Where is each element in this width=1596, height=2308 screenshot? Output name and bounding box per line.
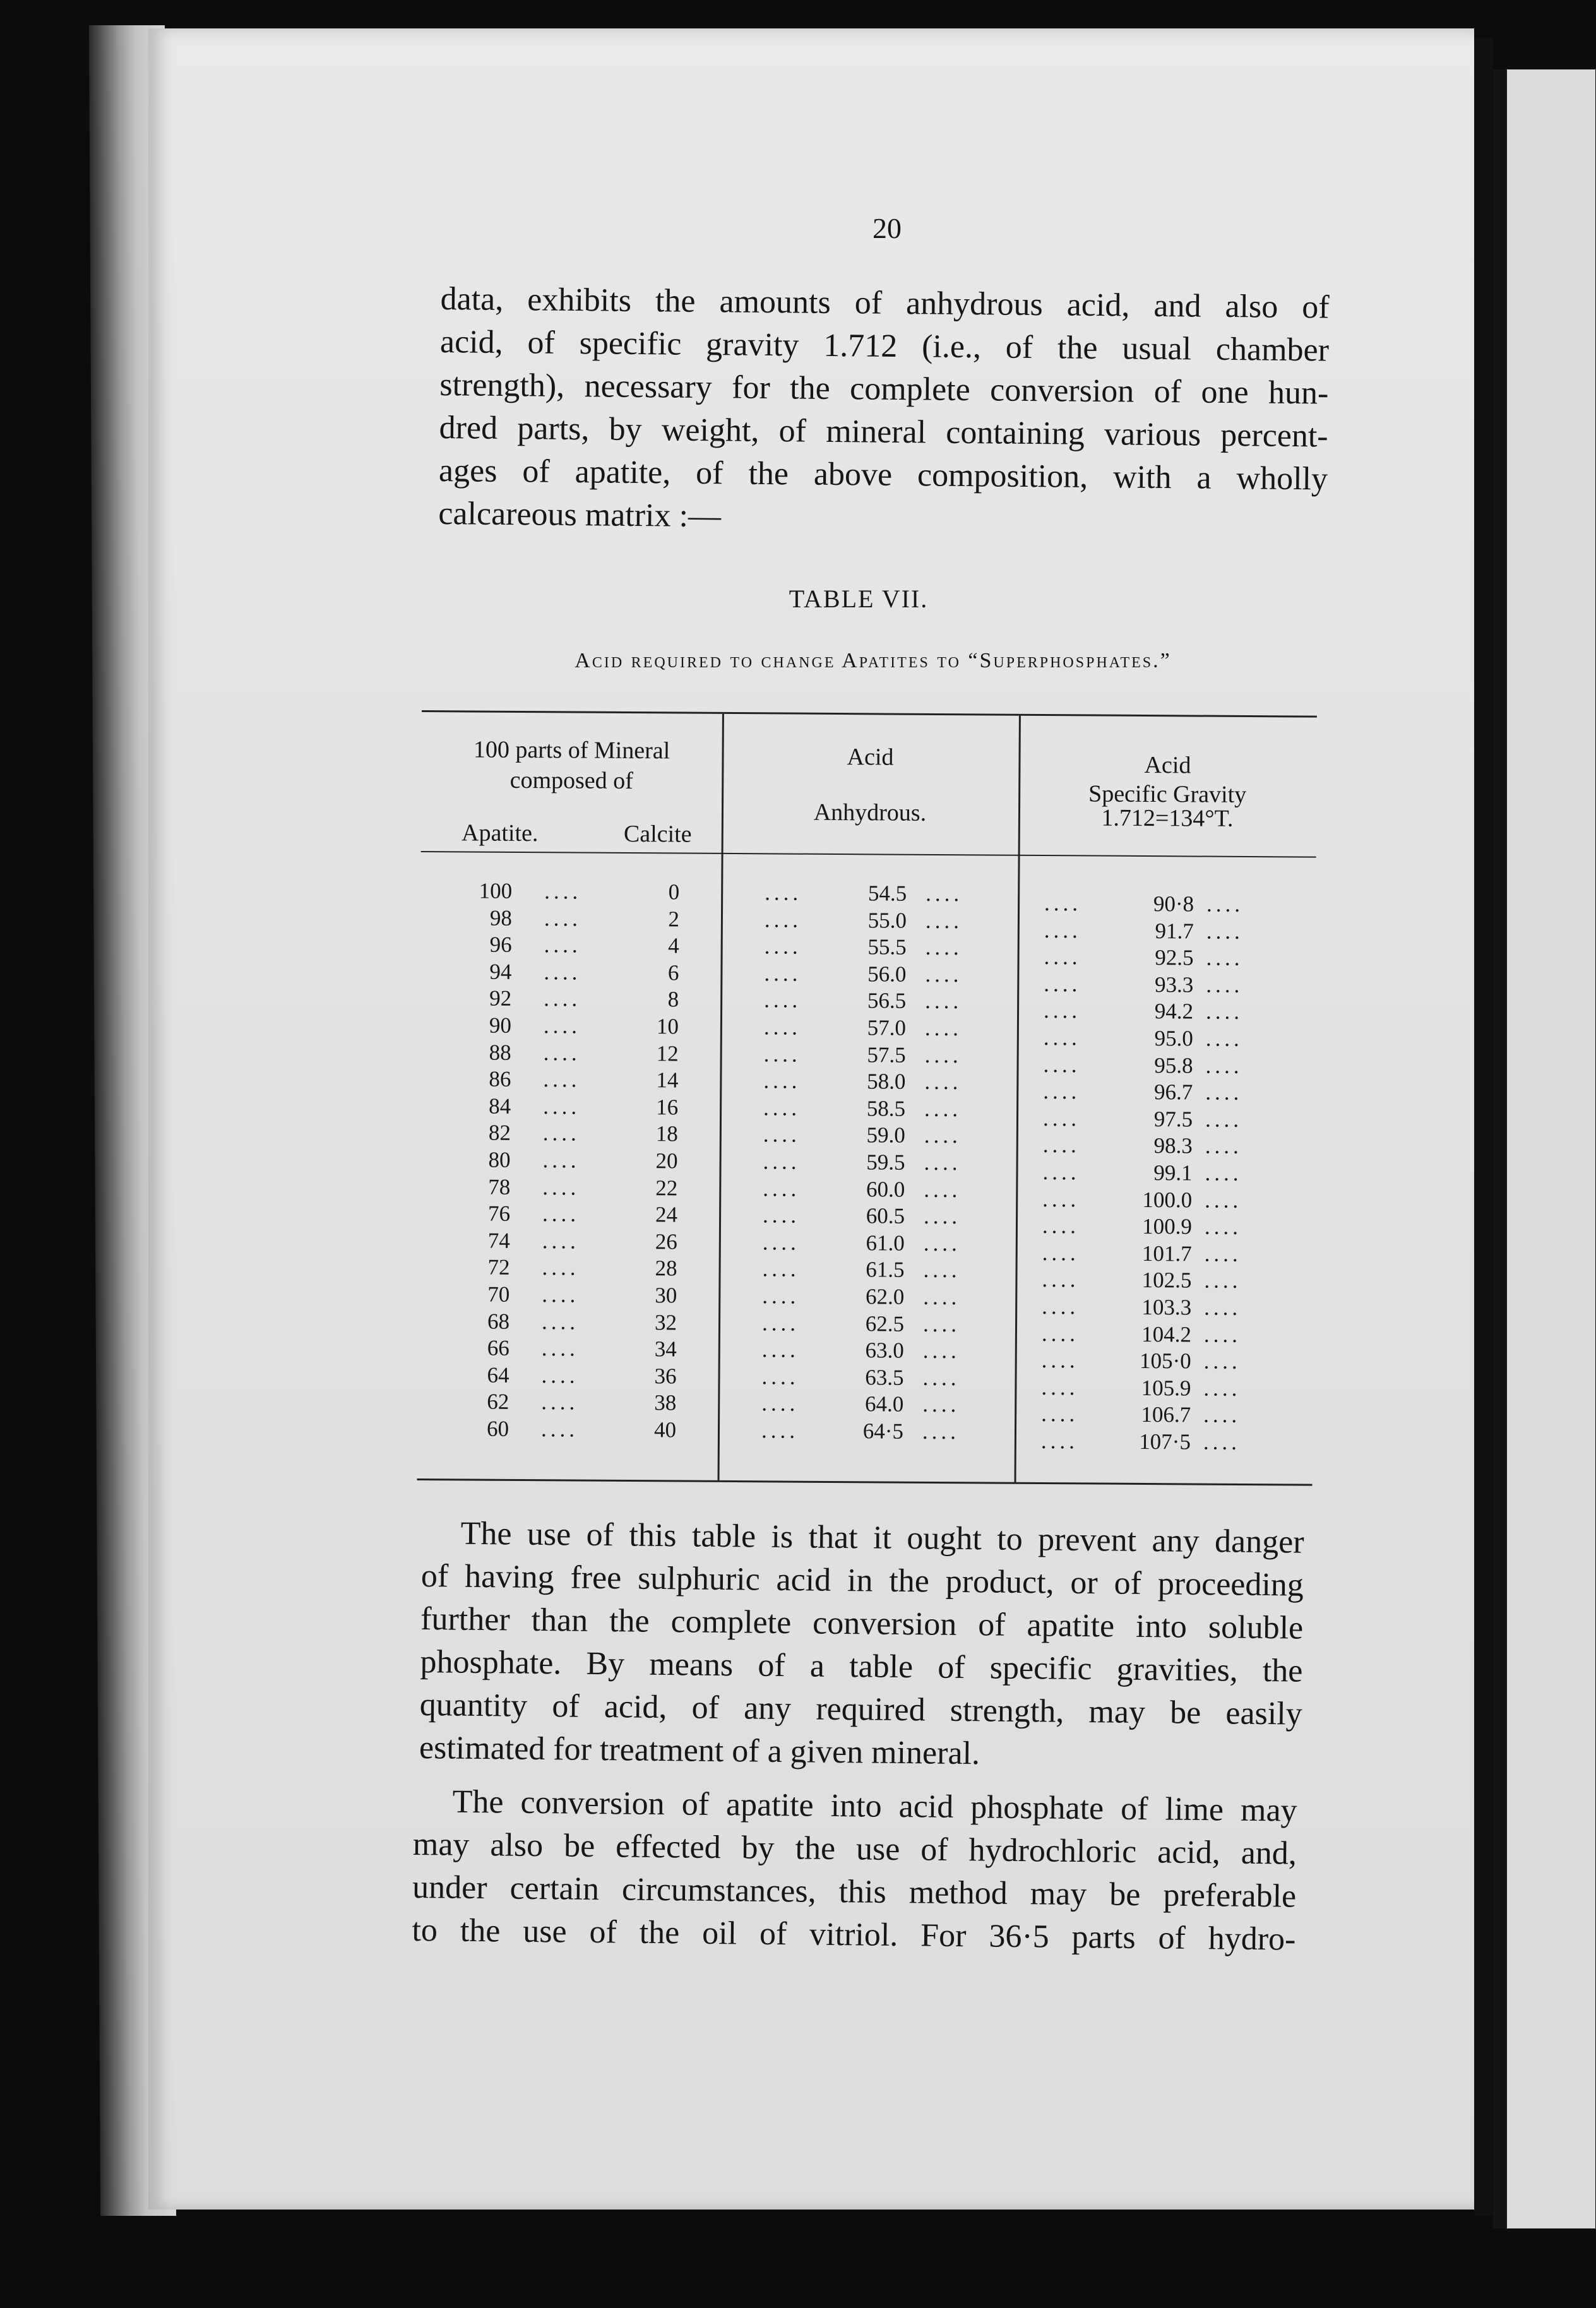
leader-dots: .... xyxy=(1203,1376,1241,1401)
text-line: The conversion of apatite into acid phosphate of lime may xyxy=(452,1783,1297,1829)
text-line: of having free sulphuric acid in the product, or of proceeding xyxy=(420,1557,1304,1603)
table-column-divider xyxy=(718,714,724,1480)
specific-gravity-cell: 100.9 xyxy=(1142,1214,1193,1239)
anhydrous-cell: 60.5 xyxy=(866,1203,905,1228)
apatite-cell: 84 xyxy=(489,1093,511,1119)
calcite-cell: 12 xyxy=(656,1040,679,1066)
leader-dots: .... xyxy=(1044,971,1081,997)
leader-dots: .... xyxy=(544,932,581,958)
calcite-cell: 26 xyxy=(655,1229,677,1254)
leader-dots: .... xyxy=(1204,1295,1242,1320)
leader-dots: .... xyxy=(542,1201,580,1227)
apatite-cell: 74 xyxy=(487,1228,510,1253)
leader-dots: .... xyxy=(923,1204,962,1229)
leader-dots: .... xyxy=(922,1419,960,1444)
leader-dots: .... xyxy=(1042,1240,1080,1266)
text-line: under certain circumstances, this method may be preferable xyxy=(412,1869,1297,1915)
apatite-cell: 76 xyxy=(487,1201,511,1227)
leader-dots: .... xyxy=(762,1230,800,1255)
text-line: The use of this table is that it ought to prevent any danger xyxy=(460,1515,1304,1561)
leader-dots: .... xyxy=(923,1230,961,1256)
leader-dots: .... xyxy=(1042,1186,1080,1211)
leader-dots: .... xyxy=(761,1418,799,1443)
leader-dots: .... xyxy=(765,880,802,905)
leader-dots: .... xyxy=(924,1150,962,1175)
leader-dots: .... xyxy=(924,1042,962,1068)
specific-gravity-cell: 105·0 xyxy=(1139,1348,1191,1374)
leader-dots: .... xyxy=(1204,1214,1242,1240)
calcite-cell: 22 xyxy=(655,1175,678,1201)
calcite-cell: 38 xyxy=(654,1390,677,1415)
leader-dots: .... xyxy=(1042,1213,1080,1239)
anhydrous-cell: 58.5 xyxy=(866,1096,906,1121)
leader-dots: .... xyxy=(1043,998,1081,1023)
leader-dots: .... xyxy=(1206,919,1244,944)
leader-dots: .... xyxy=(922,1392,960,1417)
header-anhydrous: Anhydrous. xyxy=(813,799,927,826)
leader-dots: .... xyxy=(544,959,581,985)
calcite-cell: 34 xyxy=(654,1336,677,1362)
apatite-cell: 94 xyxy=(489,959,512,984)
anhydrous-cell: 58.0 xyxy=(867,1069,906,1094)
leader-dots: .... xyxy=(1044,944,1081,970)
apatite-cell: 70 xyxy=(487,1282,510,1307)
anhydrous-cell: 63.0 xyxy=(865,1338,904,1363)
leader-dots: .... xyxy=(923,1258,961,1283)
usage-paragraph xyxy=(419,1512,1304,1779)
specific-gravity-cell: 95.8 xyxy=(1154,1052,1193,1078)
leader-dots: .... xyxy=(543,1093,581,1119)
anhydrous-cell: 61.5 xyxy=(866,1257,905,1283)
table-header-rule xyxy=(421,851,1316,858)
apatite-cell: 96 xyxy=(489,932,512,958)
specific-gravity-cell: 99.1 xyxy=(1153,1160,1193,1186)
text-line: phosphate. By means of a table of specific gravities, the xyxy=(420,1643,1303,1689)
leader-dots: .... xyxy=(1203,1348,1241,1374)
calcite-cell: 0 xyxy=(668,879,680,905)
text-line: ages of apatite, of the above composition, with a wholly xyxy=(438,452,1328,497)
specific-gravity-cell: 107·5 xyxy=(1139,1429,1191,1454)
anhydrous-cell: 55.0 xyxy=(867,907,907,933)
text-line: calcareous matrix :— xyxy=(438,495,722,535)
apatite-cell: 78 xyxy=(488,1174,511,1199)
leader-dots: .... xyxy=(1205,1107,1243,1132)
apatite-cell: 86 xyxy=(489,1066,511,1092)
table-caption: Acid required to change Apatites to “Superphosphates.” xyxy=(575,649,1172,672)
leader-dots: .... xyxy=(1043,1025,1081,1050)
leader-dots: .... xyxy=(1041,1374,1079,1400)
leader-dots: .... xyxy=(761,1337,799,1362)
leader-dots: .... xyxy=(1205,1187,1242,1213)
leader-dots: .... xyxy=(764,961,802,986)
conversion-paragraph xyxy=(412,1780,1297,1961)
leader-dots: .... xyxy=(1042,1133,1080,1158)
anhydrous-cell: 56.0 xyxy=(867,961,907,987)
header-sg-value: 1.712=134°T. xyxy=(1101,804,1234,832)
leader-dots: .... xyxy=(763,1175,801,1201)
leader-dots: .... xyxy=(1206,972,1244,997)
leader-dots: .... xyxy=(542,1174,580,1200)
anhydrous-cell: 62.0 xyxy=(865,1284,905,1309)
text-line: to the use of the oil of vitriol. For 36·5 parts of hydro- xyxy=(412,1912,1296,1958)
specific-gravity-cell: 93.3 xyxy=(1154,972,1194,997)
leader-dots: .... xyxy=(1204,1241,1242,1266)
calcite-cell: 16 xyxy=(656,1095,679,1120)
table-title: TABLE VII. xyxy=(789,585,929,613)
leader-dots: .... xyxy=(925,935,963,960)
leader-dots: .... xyxy=(763,1149,801,1174)
apatite-cell: 60 xyxy=(486,1416,509,1441)
anhydrous-cell: 59.0 xyxy=(866,1122,905,1148)
leader-dots: .... xyxy=(1041,1348,1079,1373)
anhydrous-cell: 55.5 xyxy=(867,934,907,960)
leader-dots: .... xyxy=(1043,1052,1081,1077)
leader-dots: .... xyxy=(926,881,963,907)
anhydrous-cell: 62.5 xyxy=(865,1311,905,1336)
leader-dots: .... xyxy=(1205,999,1244,1025)
leader-dots: .... xyxy=(1205,1160,1242,1186)
text-line: acid, of specific gravity 1.712 (i.e., of the usual chamber xyxy=(439,323,1330,369)
leader-dots: .... xyxy=(543,1067,581,1092)
leader-dots: .... xyxy=(1041,1401,1079,1427)
leader-dots: .... xyxy=(762,1256,800,1282)
apatite-cell: 88 xyxy=(489,1040,511,1065)
leader-dots: .... xyxy=(1205,1053,1243,1078)
apatite-cell: 66 xyxy=(487,1335,509,1361)
book-gutter xyxy=(1474,38,1493,2216)
leader-dots: .... xyxy=(541,1336,579,1361)
apatite-cell: 62 xyxy=(487,1389,509,1415)
calcite-cell: 18 xyxy=(655,1121,678,1146)
anhydrous-cell: 59.5 xyxy=(866,1150,905,1175)
leader-dots: .... xyxy=(763,1014,802,1040)
leader-dots: .... xyxy=(924,1096,962,1122)
leader-dots: .... xyxy=(922,1338,960,1364)
page-number: 20 xyxy=(872,212,902,244)
text-line: data, exhibits the amounts of anhydrous acid, and also of xyxy=(440,280,1330,326)
leader-dots: .... xyxy=(925,908,963,933)
intro-paragraph xyxy=(438,278,1330,544)
leader-dots: .... xyxy=(764,987,802,1013)
leader-dots: .... xyxy=(1203,1322,1242,1347)
leader-dots: .... xyxy=(542,1255,580,1280)
acid-table xyxy=(417,707,1317,1496)
leader-dots: .... xyxy=(763,1068,801,1093)
leader-dots: .... xyxy=(1042,1267,1080,1292)
calcite-cell: 32 xyxy=(654,1309,677,1335)
leader-dots: .... xyxy=(1041,1321,1080,1346)
facing-page-edge xyxy=(1493,69,1595,2228)
specific-gravity-cell: 94.2 xyxy=(1154,999,1194,1024)
anhydrous-cell: 64.0 xyxy=(864,1391,904,1417)
leader-dots: .... xyxy=(763,1122,801,1148)
leader-dots: .... xyxy=(924,1015,963,1041)
apatite-cell: 72 xyxy=(487,1255,510,1280)
apatite-cell: 82 xyxy=(488,1121,511,1146)
anhydrous-cell: 57.0 xyxy=(867,1015,907,1040)
specific-gravity-cell: 90·8 xyxy=(1153,891,1194,917)
calcite-cell: 20 xyxy=(655,1148,678,1174)
specific-gravity-cell: 95.0 xyxy=(1154,1026,1193,1051)
specific-gravity-cell: 104.2 xyxy=(1141,1321,1192,1347)
leader-dots: .... xyxy=(540,1417,579,1442)
leader-dots: .... xyxy=(924,1069,962,1095)
header-acid-sg: Acid xyxy=(1144,751,1191,779)
calcite-cell: 10 xyxy=(656,1014,679,1039)
apatite-cell: 68 xyxy=(487,1309,510,1334)
apatite-cell: 100 xyxy=(479,878,513,903)
anhydrous-cell: 54.5 xyxy=(867,881,907,906)
anhydrous-cell: 64·5 xyxy=(862,1419,904,1444)
leader-dots: .... xyxy=(764,907,802,932)
specific-gravity-cell: 105.9 xyxy=(1141,1375,1191,1401)
leader-dots: .... xyxy=(1205,1026,1243,1051)
anhydrous-cell: 56.5 xyxy=(867,988,907,1014)
anhydrous-cell: 63.5 xyxy=(865,1365,904,1390)
calcite-cell: 6 xyxy=(667,960,679,985)
leader-dots: .... xyxy=(542,1121,580,1146)
specific-gravity-cell: 102.5 xyxy=(1141,1268,1192,1293)
leader-dots: .... xyxy=(922,1311,961,1336)
leader-dots: .... xyxy=(544,905,582,931)
header-apatite: Apatite. xyxy=(461,819,539,847)
specific-gravity-cell: 98.3 xyxy=(1153,1133,1193,1158)
leader-dots: .... xyxy=(1203,1429,1241,1454)
header-acid: Acid xyxy=(847,744,894,771)
table-top-rule xyxy=(422,710,1317,718)
leader-dots: .... xyxy=(761,1391,799,1417)
leader-dots: .... xyxy=(1203,1402,1241,1428)
header-mineral: 100 parts of Mineral xyxy=(473,736,670,764)
calcite-cell: 14 xyxy=(656,1068,679,1093)
leader-dots: .... xyxy=(923,1284,961,1310)
leader-dots: .... xyxy=(762,1283,800,1309)
leader-dots: .... xyxy=(761,1310,800,1336)
text-line: quantity of acid, of any required strength, may be easily xyxy=(419,1686,1303,1732)
specific-gravity-cell: 96.7 xyxy=(1153,1080,1193,1105)
leader-dots: .... xyxy=(542,1228,580,1254)
text-line: further than the complete conversion of apatite into soluble xyxy=(420,1600,1304,1646)
leader-dots: .... xyxy=(543,1040,581,1066)
leader-dots: .... xyxy=(763,1095,801,1121)
leader-dots: .... xyxy=(922,1365,960,1391)
specific-gravity-cell: 97.5 xyxy=(1153,1106,1193,1132)
leader-dots: .... xyxy=(541,1389,579,1415)
specific-gravity-cell: 103.3 xyxy=(1141,1294,1192,1320)
leader-dots: .... xyxy=(1042,1294,1080,1319)
calcite-cell: 40 xyxy=(653,1417,677,1442)
calcite-cell: 24 xyxy=(655,1202,678,1227)
leader-dots: .... xyxy=(924,1123,962,1148)
calcite-cell: 2 xyxy=(668,906,680,932)
text-line: strength), necessary for the complete conversion of one hun- xyxy=(439,366,1329,412)
calcite-cell: 28 xyxy=(655,1256,677,1281)
leader-dots: .... xyxy=(542,1282,580,1307)
leader-dots: .... xyxy=(761,1364,799,1389)
leader-dots: .... xyxy=(925,961,963,987)
leader-dots: .... xyxy=(1043,1079,1081,1104)
calcite-cell: 36 xyxy=(654,1364,677,1389)
specific-gravity-cell: 101.7 xyxy=(1141,1240,1192,1266)
calcite-cell: 4 xyxy=(668,933,679,958)
leader-dots: .... xyxy=(1206,891,1244,917)
leader-dots: .... xyxy=(1205,1080,1243,1105)
leader-dots: .... xyxy=(925,989,963,1014)
header-mineral-sub: composed of xyxy=(509,766,634,795)
specific-gravity-cell: 106.7 xyxy=(1141,1402,1191,1427)
leader-dots: .... xyxy=(1042,1105,1081,1131)
header-calcite: Calcite xyxy=(623,820,692,848)
calcite-cell: 8 xyxy=(667,987,679,1012)
leader-dots: .... xyxy=(1044,917,1081,943)
text-line: dred parts, by weight, of mineral containing various percent- xyxy=(439,409,1328,455)
leader-dots: .... xyxy=(1205,1133,1242,1159)
anhydrous-cell: 60.0 xyxy=(866,1176,905,1202)
leader-dots: .... xyxy=(544,879,582,904)
specific-gravity-cell: 100.0 xyxy=(1142,1187,1193,1213)
text-line: estimated for treatment of a given mineral. xyxy=(419,1729,980,1772)
specific-gravity-cell: 92.5 xyxy=(1155,945,1194,970)
leader-dots: .... xyxy=(1204,1268,1242,1294)
leader-dots: .... xyxy=(544,986,581,1011)
leader-dots: .... xyxy=(542,1148,580,1173)
leader-dots: .... xyxy=(763,1041,801,1067)
leader-dots: .... xyxy=(762,1203,801,1228)
table-bottom-rule xyxy=(417,1478,1313,1486)
leader-dots: .... xyxy=(541,1309,580,1335)
leader-dots: .... xyxy=(1044,891,1082,916)
anhydrous-cell: 61.0 xyxy=(866,1230,905,1256)
leader-dots: .... xyxy=(1040,1429,1079,1454)
leader-dots: .... xyxy=(764,934,802,959)
leader-dots: .... xyxy=(541,1362,579,1388)
apatite-cell: 80 xyxy=(488,1147,511,1172)
calcite-cell: 30 xyxy=(655,1283,677,1308)
text-line: may also be effected by the use of hydrochloric acid, and, xyxy=(412,1826,1297,1872)
leader-dots: .... xyxy=(924,1177,962,1202)
anhydrous-cell: 57.5 xyxy=(867,1042,906,1068)
leader-dots: .... xyxy=(1042,1160,1080,1185)
header-specific-gravity: Specific Gravity xyxy=(1088,780,1247,808)
leader-dots: .... xyxy=(543,1013,581,1038)
apatite-cell: 92 xyxy=(489,986,512,1011)
apatite-cell: 90 xyxy=(489,1013,512,1038)
apatite-cell: 98 xyxy=(489,905,513,931)
apatite-cell: 64 xyxy=(487,1362,509,1388)
specific-gravity-cell: 91.7 xyxy=(1155,918,1194,944)
leader-dots: .... xyxy=(1206,945,1244,971)
